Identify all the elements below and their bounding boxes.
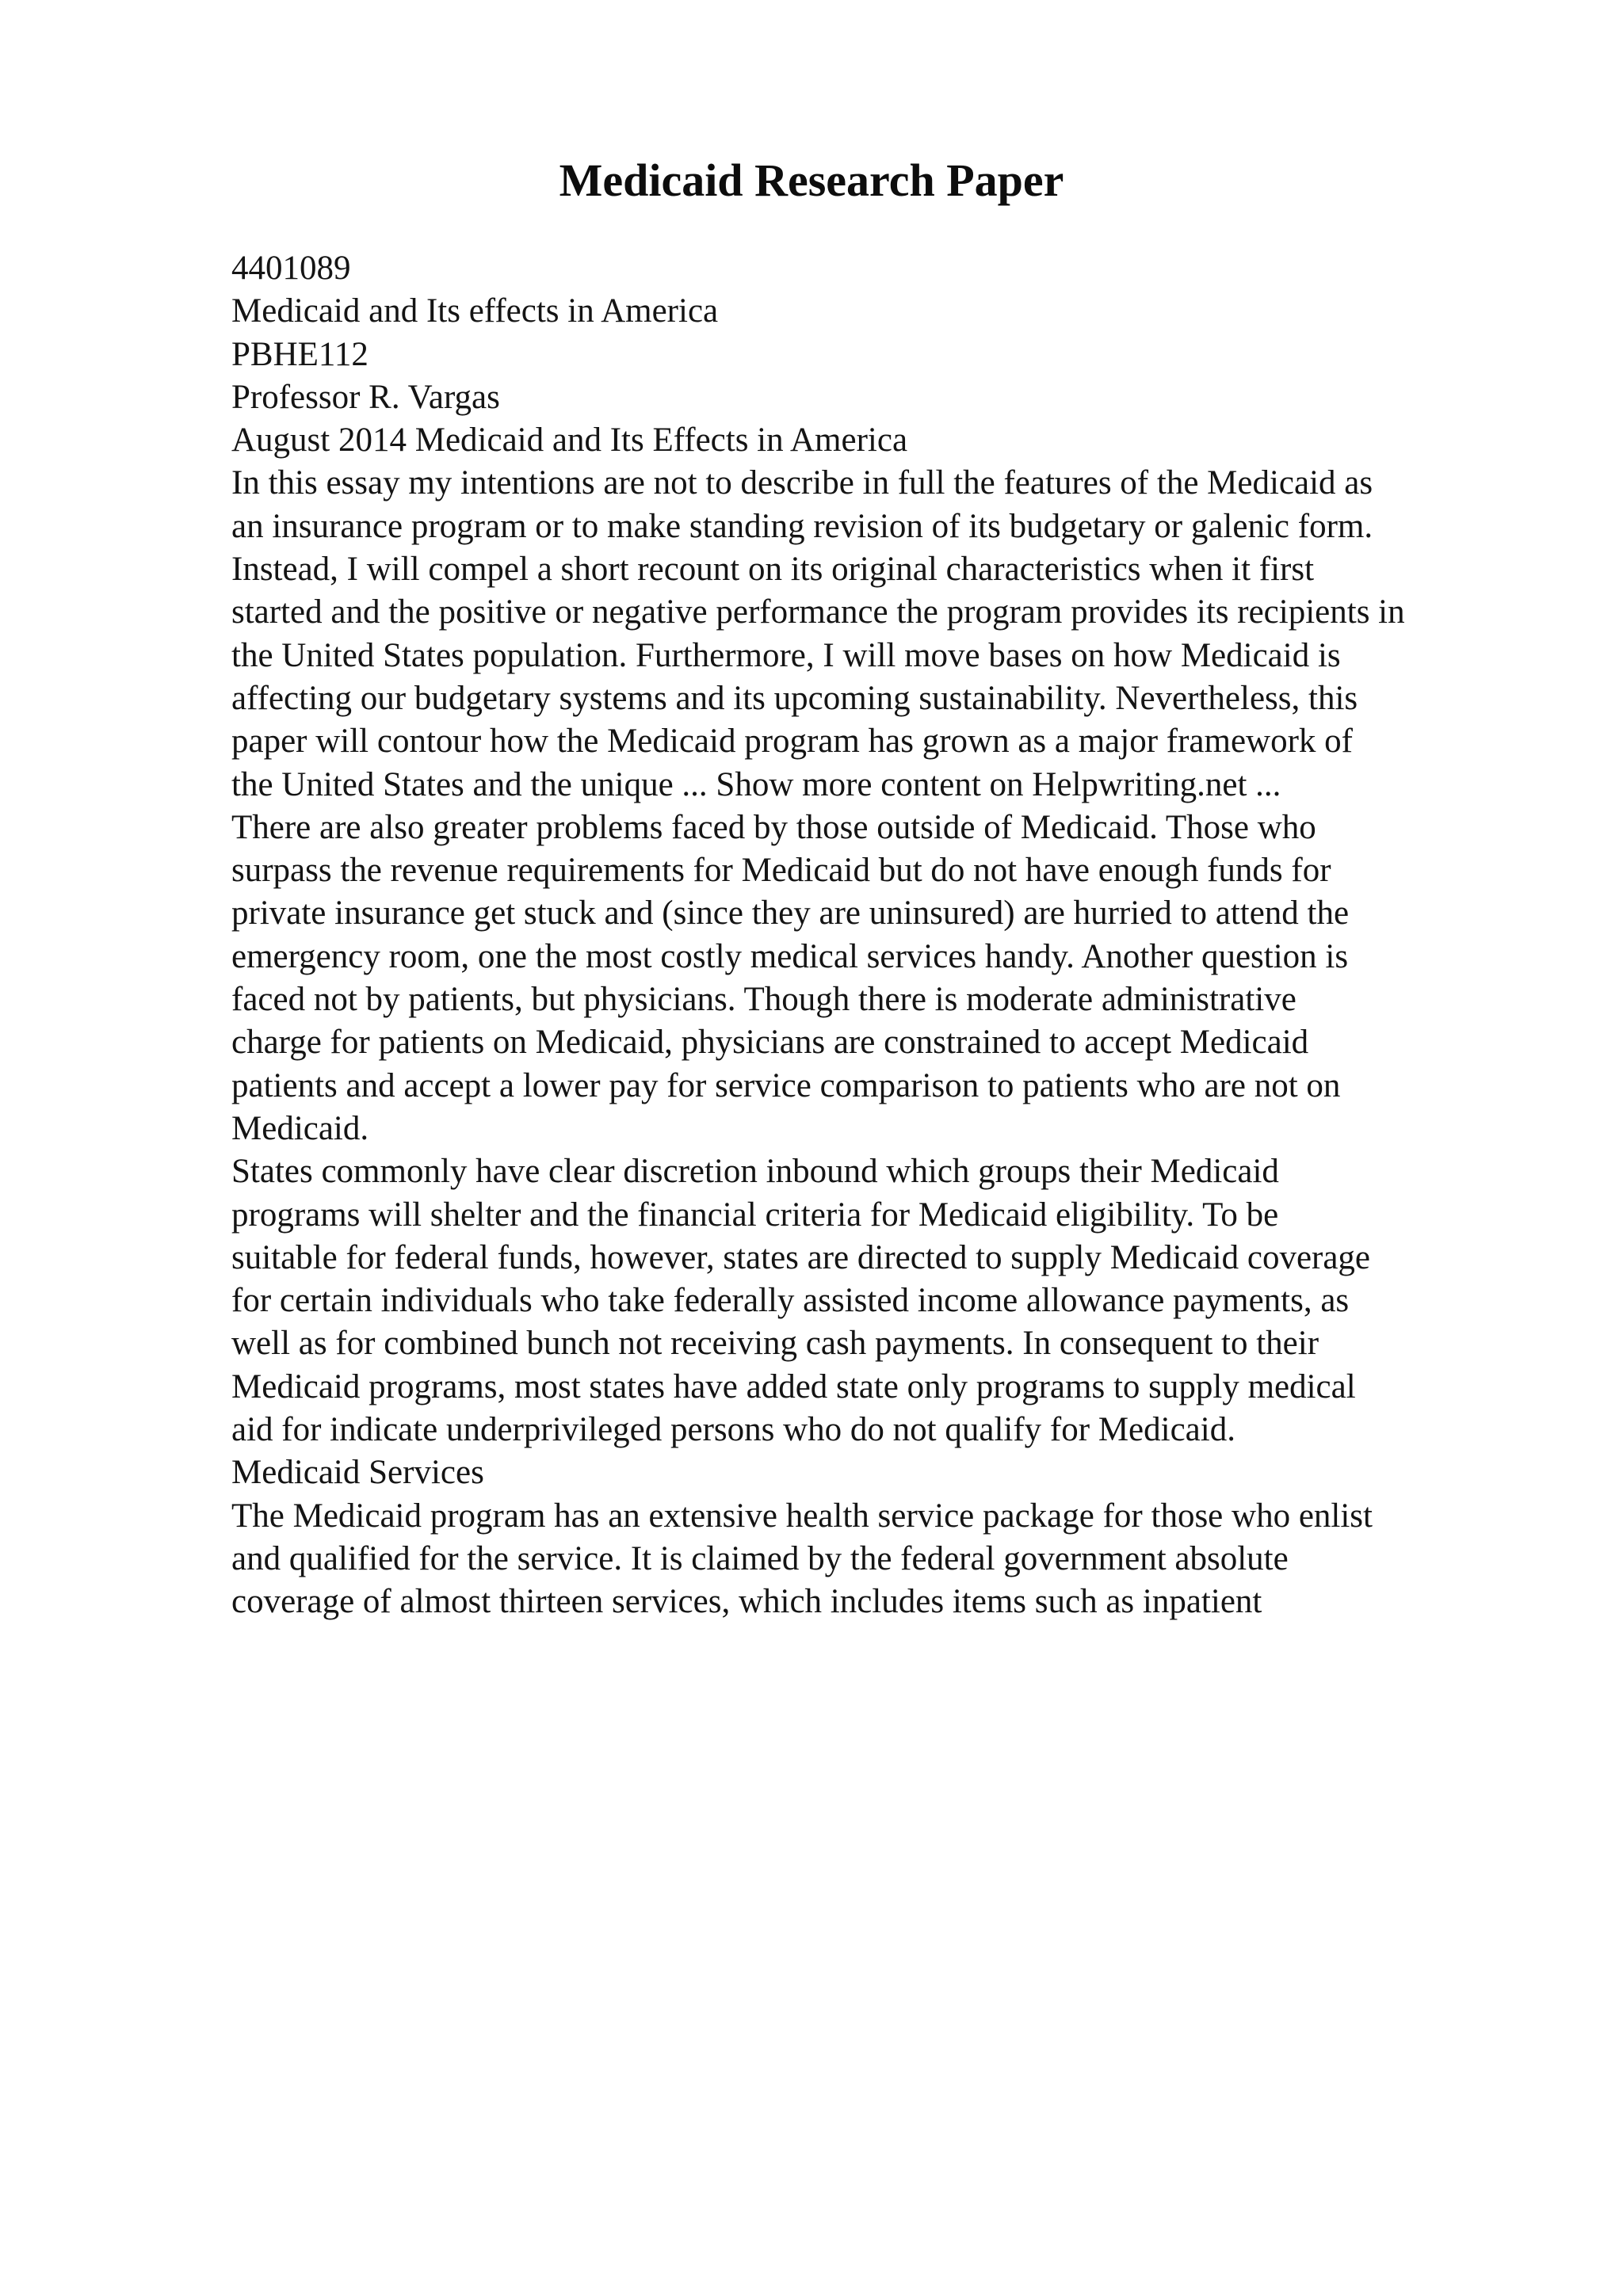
document-line: aid for indicate underprivileged persons who do not qualify for Medicaid. (231, 1411, 1235, 1449)
document-line: Medicaid and Its effects in America (231, 292, 719, 330)
document-line: Medicaid. (231, 1109, 369, 1147)
document-line: Medicaid Services (231, 1454, 484, 1492)
document-line: PBHE112 (231, 335, 369, 373)
document-line: started and the positive or negative performance the program provides its recipients in (231, 593, 1405, 631)
document-line: well as for combined bunch not receiving cash payments. In consequent to their (231, 1325, 1319, 1363)
document-line: an insurance program or to make standing revision of its budgetary or galenic form. (231, 507, 1373, 545)
document-line: the United States population. Furthermore, I will move bases on how Medicaid is (231, 636, 1341, 674)
document-line: Instead, I will compel a short recount on its original characteristics when it first (231, 551, 1315, 589)
document-body (231, 247, 1515, 1624)
document-line: States commonly have clear discretion inbound which groups their Medicaid (231, 1153, 1279, 1191)
document-line: In this essay my intentions are not to describe in full the features of the Medicaid as (231, 464, 1373, 502)
document-line: programs will shelter and the financial criteria for Medicaid eligibility. To be (231, 1196, 1279, 1234)
document-line: August 2014 Medicaid and Its Effects in America (231, 421, 908, 460)
document-line: paper will contour how the Medicaid program has grown as a major framework of (231, 723, 1353, 761)
document-line: private insurance get stuck and (since they are uninsured) are hurried to attend the (231, 894, 1350, 933)
document-line: coverage of almost thirteen services, which includes items such as inpatient (231, 1583, 1262, 1621)
document-line: patients and accept a lower pay for service comparison to patients who are not on (231, 1066, 1341, 1104)
document-line: Medicaid programs, most states have added state only programs to supply medical (231, 1367, 1356, 1405)
document-line: suitable for federal funds, however, states are directed to supply Medicaid coverage (231, 1238, 1371, 1276)
document-line: for certain individuals who take federally assisted income allowance payments, as (231, 1282, 1350, 1320)
document-line: Professor R. Vargas (231, 378, 500, 416)
document-line: and qualified for the service. It is claimed by the federal government absolute (231, 1539, 1289, 1577)
document-line: surpass the revenue requirements for Medicaid but do not have enough funds for (231, 852, 1331, 890)
document-line: The Medicaid program has an extensive health service package for those who enlist (231, 1497, 1373, 1535)
document-line: affecting our budgetary systems and its upcoming sustainability. Nevertheless, this (231, 679, 1358, 717)
document-line: 4401089 (231, 250, 351, 287)
document-line: faced not by patients, but physicians. Though there is moderate administrative (231, 981, 1296, 1019)
document-line: emergency room, one the most costly medical services handy. Another question is (231, 937, 1349, 975)
document-title: Medicaid Research Paper (559, 154, 1064, 206)
document-line: charge for patients on Medicaid, physicians are constrained to accept Medicaid (231, 1024, 1309, 1062)
document-line: the United States and the unique ... Show more content on Helpwriting.net ... (231, 765, 1281, 803)
document-line: There are also greater problems faced by those outside of Medicaid. Those who (231, 808, 1316, 846)
